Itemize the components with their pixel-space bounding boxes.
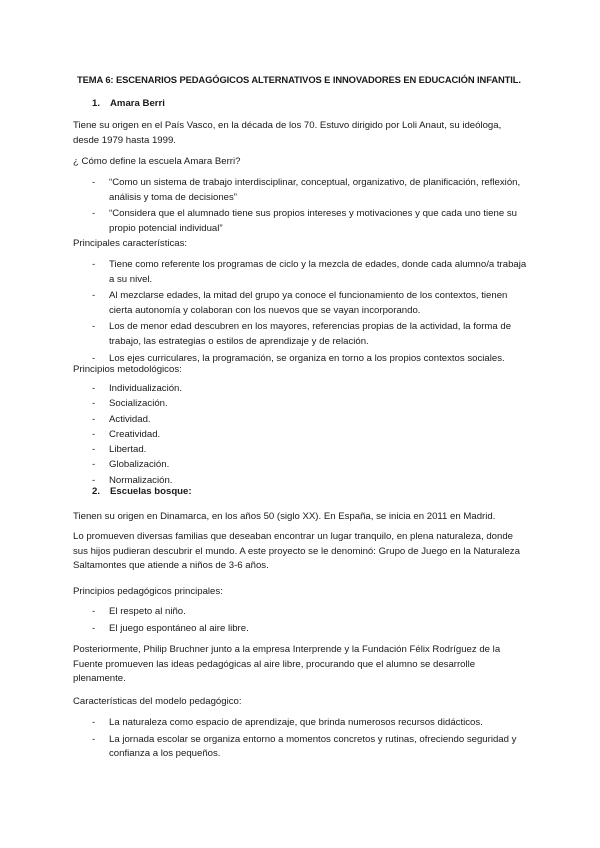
list-item-text: Los de menor edad descubren en los mayores, referencias propias de la actividad, la forma de trabajo, las estrategias o estilos de aprendizaje y de relación. [109, 321, 512, 347]
bullet-dash: - [92, 383, 96, 394]
list-item-text: Globalización. [109, 459, 170, 471]
list-item [92, 382, 532, 397]
section-number: 1. [92, 98, 101, 109]
paragraph-origin-amara-berri: Tiene su origen en el País Vasco, en la década de los 70. Estuvo dirigido por Loli Anaut, su ideóloga, desde 1979 hasta 1999. [73, 120, 502, 146]
pedagogical-principles-list [92, 605, 532, 638]
bullet-dash: - [92, 321, 96, 333]
definitions-list [92, 176, 532, 238]
list-item-text: Libertad. [109, 444, 147, 456]
list-item-text: Actividad. [109, 413, 151, 425]
list-item [92, 716, 532, 731]
list-item [92, 458, 532, 473]
bullet-dash: - [92, 177, 96, 188]
bullet-dash: - [92, 413, 96, 425]
paragraph-question: ¿ Cómo define la escuela Amara Berri? [73, 156, 241, 167]
list-item-text: Al mezclarse edades, la mitad del grupo ya conoce el funcionamiento de los contextos, tienen cierta autonomía y colaboran con los nuevos que se vayan incorporando. [109, 290, 508, 316]
list-item [92, 176, 532, 205]
section-title: Amara Berri [110, 98, 165, 109]
bullet-dash: - [92, 717, 96, 728]
list-item-text: Normalización. [109, 474, 173, 486]
model-features-list [92, 716, 532, 764]
paragraph-origin-escuelas-bosque: Tienen su origen en Dinamarca, en los años 50 (siglo XX). En España, se inicia en 2011 en Madrid. [73, 511, 496, 522]
bullet-dash: - [92, 352, 96, 364]
label-main-features: Principales características: [73, 238, 188, 249]
label-methodological-principles: Principios metodológicos: [73, 364, 182, 375]
list-item [92, 397, 532, 412]
list-item [92, 258, 532, 287]
list-item [92, 428, 532, 443]
list-item-text: El respeto al niño. [109, 606, 186, 617]
methodological-principles-list [92, 382, 532, 489]
list-item [92, 320, 532, 349]
section-number: 2. [92, 486, 101, 497]
bullet-dash: - [92, 444, 96, 456]
list-item-text: La naturaleza como espacio de aprendizaje, que brinda numerosos recursos didácticos. [109, 717, 483, 728]
bullet-dash: - [92, 606, 96, 617]
bullet-dash: - [92, 459, 96, 471]
list-item-text: Individualización. [109, 383, 183, 394]
list-item [92, 289, 532, 318]
label-model-features: Características del modelo pedagógico: [73, 696, 242, 707]
features-list [92, 258, 532, 368]
bullet-dash: - [92, 259, 96, 270]
bullet-dash: - [92, 398, 96, 410]
list-item-text: Tiene como referente los programas de ciclo y la mezcla de edades, donde cada alumno/a trabaja a su nivel. [109, 259, 527, 285]
list-item-text: “Como un sistema de trabajo interdisciplinar, conceptual, organizativo, de planificación, reflexión, análisis y toma de decisiones” [109, 177, 521, 203]
section-heading-amara-berri [92, 97, 165, 112]
list-item [92, 622, 532, 637]
document-title: TEMA 6: ESCENARIOS PEDAGÓGICOS ALTERNATIVOS E INNOVADORES EN EDUCACIÓN INFANTIL. [77, 74, 521, 85]
list-item-text: El juego espontáneo al aire libre. [109, 622, 249, 634]
list-item [92, 605, 532, 620]
list-item-text: Los ejes curriculares, la programación, se organiza en torno a los propios contextos sociales. [109, 352, 505, 364]
list-item-text: Socialización. [109, 398, 168, 410]
list-item [92, 733, 532, 762]
bullet-dash: - [92, 208, 96, 220]
list-item [92, 413, 532, 428]
list-item-text: Creatividad. [109, 428, 161, 440]
list-item [92, 443, 532, 458]
bullet-dash: - [92, 622, 96, 634]
bullet-dash: - [92, 428, 96, 440]
bullet-dash: - [92, 474, 96, 486]
section-title: Escuelas bosque: [110, 486, 192, 497]
section-heading-escuelas-bosque [92, 485, 192, 500]
bullet-dash: - [92, 733, 96, 745]
list-item-text: “Considera que el alumnado tiene sus propios intereses y motivaciones y que cada uno tiene su propio potencial individual” [109, 208, 517, 234]
paragraph-promoters: Lo promueven diversas familias que deseaban encontrar un lugar tranquilo, en plena naturaleza, donde sus hijos pudieran descubrir el mundo. A este proyecto se le denominó: Grupo de Juego en la Naturaleza Saltamontes que atiende a niños de 3-6 años. [73, 531, 520, 572]
paragraph-later-promotion: Posteriormente, Philip Bruchner junto a la empresa Interprende y la Fundación Félix Rodríguez de la Fuente promueven las ideas pedagógicas al aire libre, procurando que el alumno se desarrolle plenamente. [73, 644, 501, 685]
bullet-dash: - [92, 290, 96, 302]
list-item-text: La jornada escolar se organiza entorno a momentos concretos y rutinas, ofreciendo seguridad y confianza a los pequeños. [109, 733, 517, 760]
label-pedagogical-principles: Principios pedagógicos principales: [73, 586, 223, 597]
list-item [92, 207, 532, 236]
